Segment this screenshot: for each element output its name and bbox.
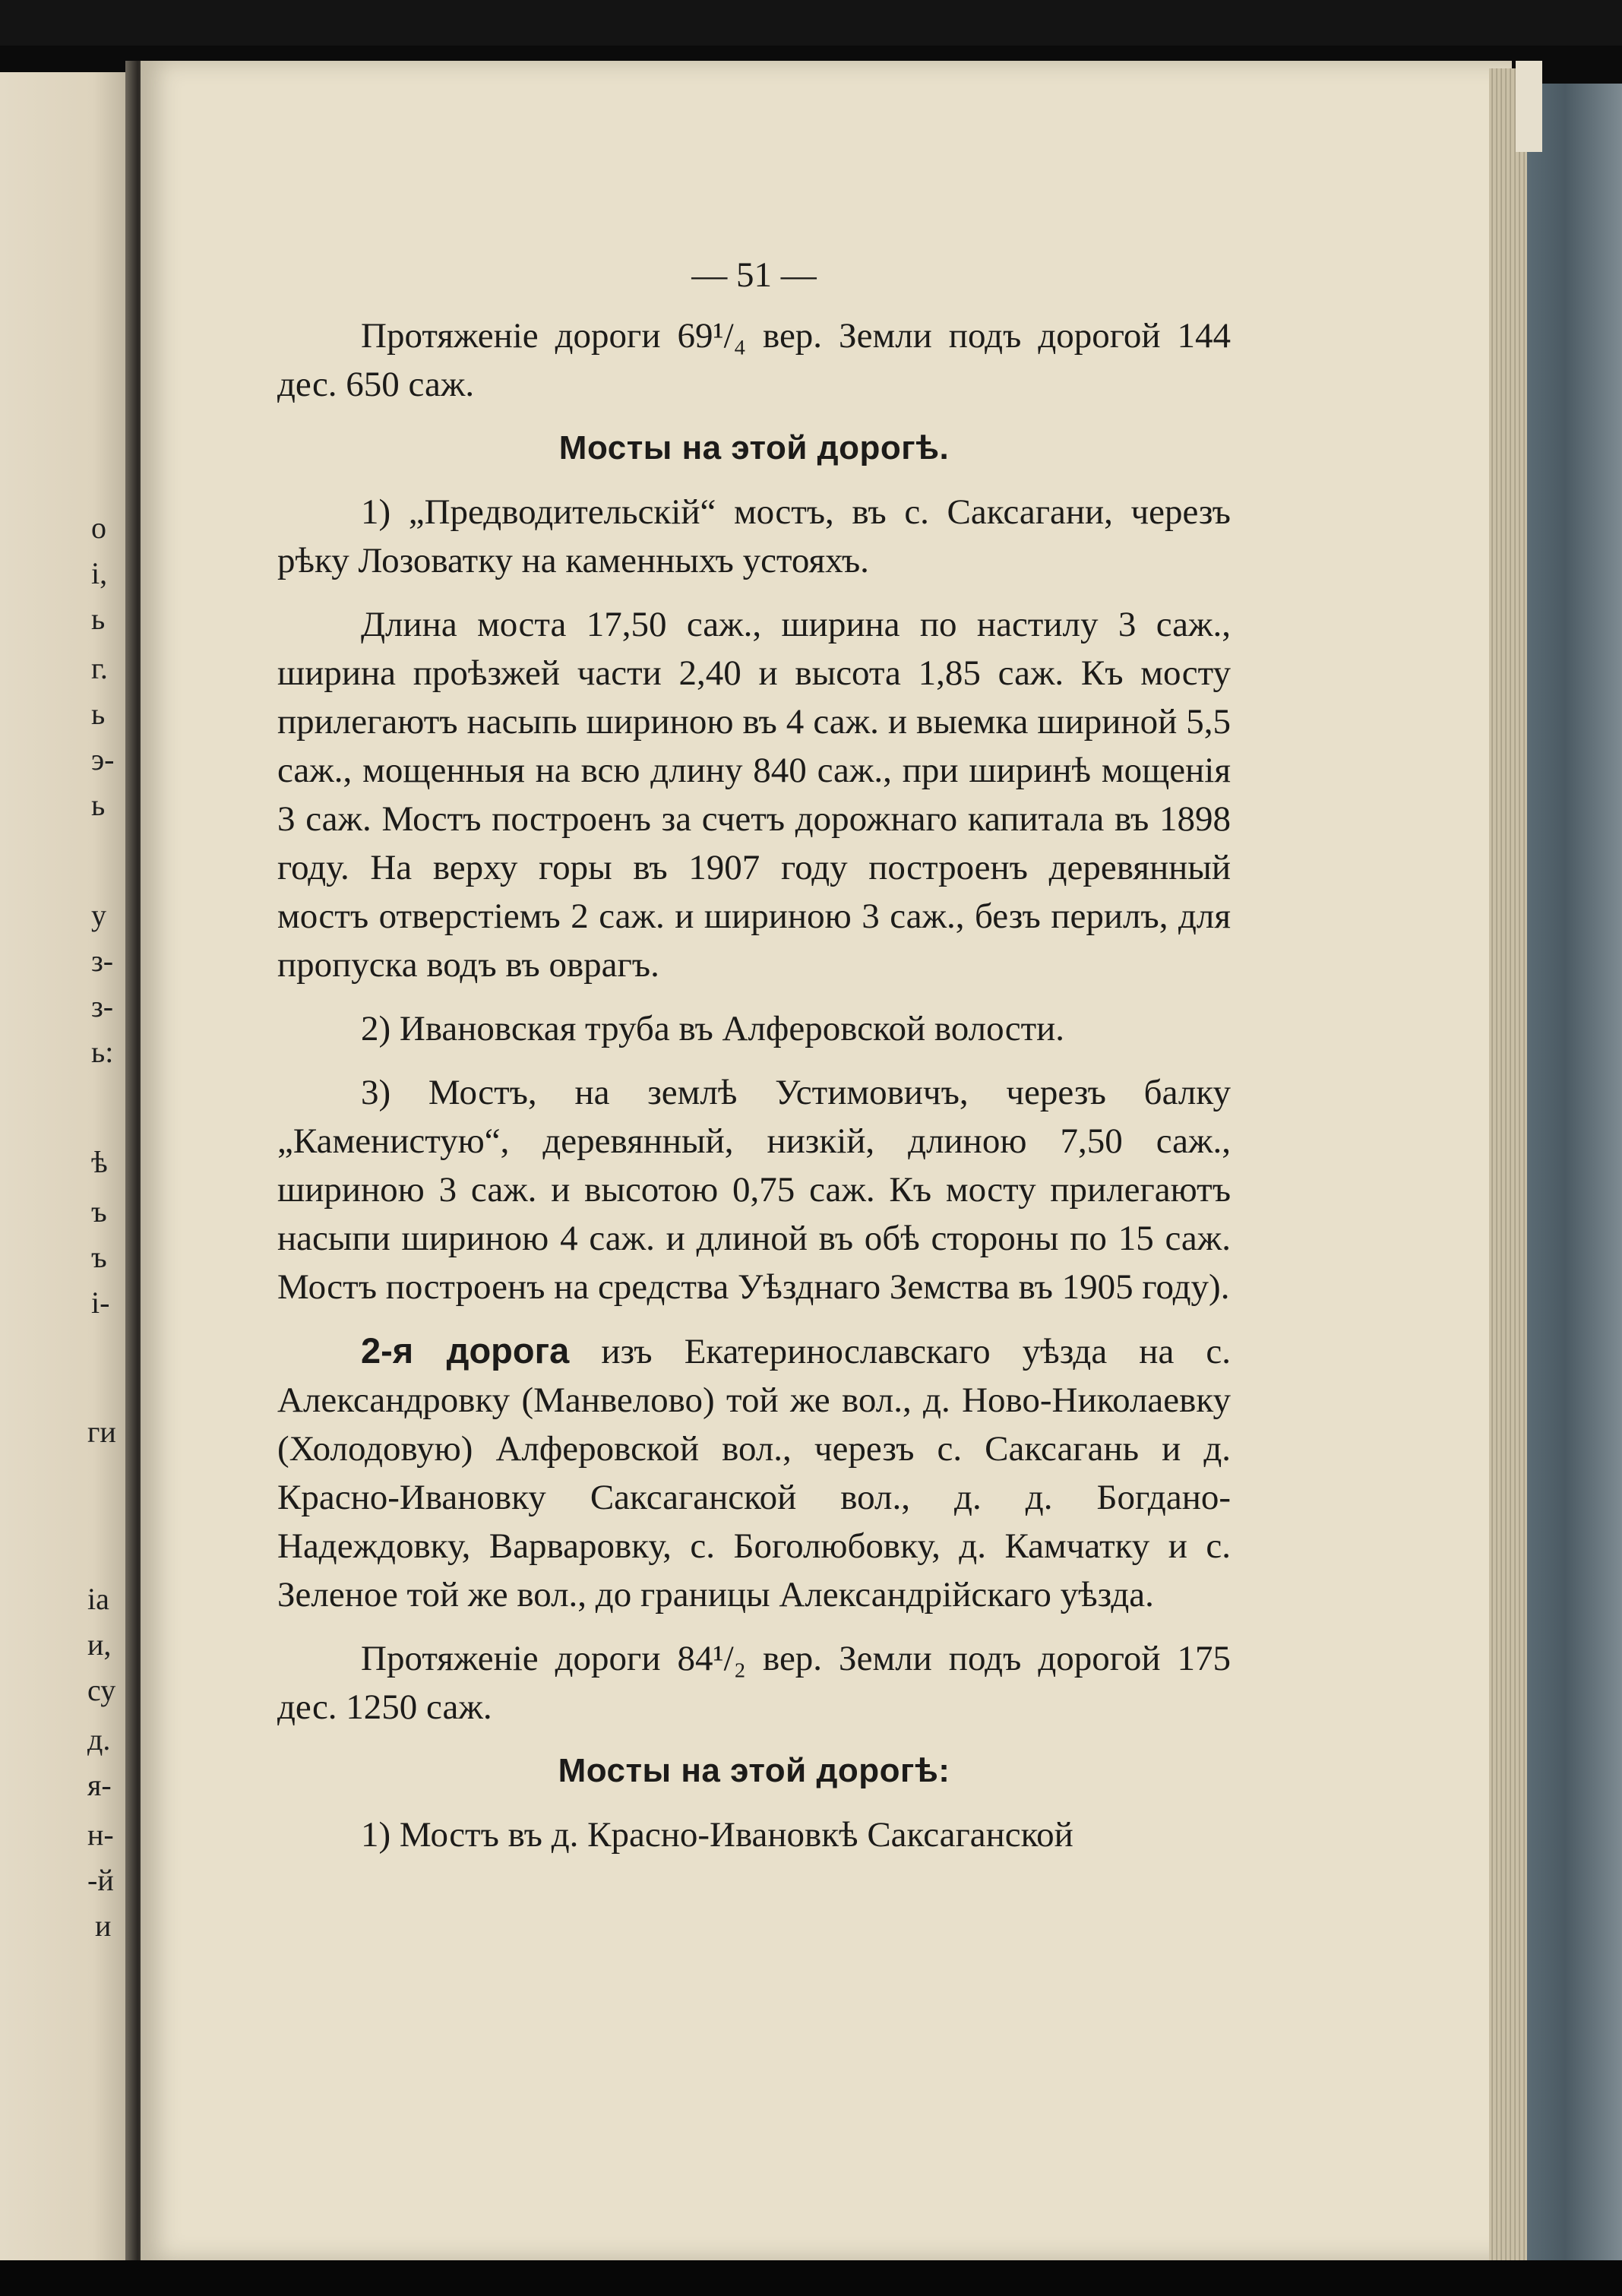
- left-page-fragment: і,: [91, 556, 108, 590]
- left-page-fragment: з-: [91, 944, 114, 978]
- previous-page-edge: [0, 72, 133, 2260]
- paragraph: 1) Мостъ въ д. Красно-Ивановкѣ Саксаганской: [361, 1815, 1073, 1855]
- left-page-fragment: ь:: [91, 1035, 114, 1069]
- left-page-fragment: -й: [87, 1863, 114, 1897]
- left-page-fragment: у: [91, 898, 106, 932]
- paragraph: 2) Ивановская труба въ Алферовской волости.: [361, 1009, 1065, 1048]
- left-page-fragment: и: [95, 1909, 112, 1943]
- left-page-fragment: ь: [91, 697, 106, 731]
- left-page-fragment: ги: [87, 1415, 116, 1449]
- page-edges: [1489, 68, 1531, 2260]
- page-text: [277, 251, 1231, 1874]
- left-page-fragment: і-: [91, 1286, 110, 1320]
- left-page-fragment: ь: [91, 788, 106, 822]
- left-page-fragment: іа: [87, 1582, 109, 1616]
- left-page-fragment: о: [91, 511, 106, 545]
- page-number: — 51 —: [691, 255, 817, 295]
- scan-border-top: [0, 0, 1622, 46]
- left-page-fragment: э-: [91, 742, 115, 776]
- road-heading-inline: 2-я дорога: [361, 1330, 570, 1371]
- left-page-fragment: д.: [87, 1722, 111, 1757]
- paragraph: 1) „Предводительскій“ мостъ, въ с. Саксагани, черезъ рѣку Лозоватку на каменныхъ устояхъ.: [277, 492, 1231, 580]
- section-heading: Мосты на этой дорогѣ.: [558, 429, 950, 466]
- paragraph: 3) Мостъ, на землѣ Устимовичъ, черезъ балку „Каменистую“, деревянный, низкій, длиною 7,50 саж., шириною 3 саж. и высотою 0,75 саж. Къ мосту прилегаютъ насыпи шириною 4 саж. и длиной въ обѣ стороны по 15 саж. Мостъ построенъ на средства Уѣзднаго Земства въ 1905 году).: [277, 1073, 1231, 1307]
- left-page-fragment: ь: [91, 602, 106, 636]
- paragraph: Длина моста 17,50 саж., ширина по настилу 3 саж., ширина проѣзжей части 2,40 и высота 1,85 саж. Къ мосту прилегаютъ насыпь шириною въ 4 саж. и выемка шириной 5,5 саж., мощенныя на всю длину 840 саж., при ширинѣ мощенія 3 саж. Мостъ построенъ за счетъ дорожнаго капитала въ 1898 году. На верху горы въ 1907 году построенъ деревянный мостъ отверстіемъ 2 саж. и шириною 3 саж., безъ перилъ, для пропуска водъ въ оврагъ.: [277, 605, 1231, 985]
- paragraph-text: изъ Екатеринославскаго уѣзда на с. Александровку (Манвелово) той же вол., д. Ново-Николаевку (Холодовую) Алферовской вол., черезъ с. Саксагань и д. Красно-Ивановку Саксаганской вол., д. д. Богдано-Надеждовку, Варваровку, с. Боголюбовку, д. Камчатку и с. Зеленое той же вол., до границы Александрійскаго уѣзда.: [277, 1332, 1232, 1614]
- paragraph: [277, 1327, 1231, 1619]
- section-heading: Мосты на этой дорогѣ:: [558, 1752, 950, 1789]
- paragraph: Протяженіе дороги 69¹/₄ вер. Земли подъ дорогой 144 дес. 650 саж.: [277, 316, 1231, 404]
- paragraph: Протяженіе дороги 84¹/₂ вер. Земли подъ дорогой 175 дес. 1250 саж.: [277, 1639, 1231, 1727]
- left-page-fragment: ъ: [91, 1194, 107, 1229]
- left-page-fragment: и,: [87, 1627, 112, 1662]
- left-page-fragment: з-: [91, 989, 114, 1023]
- left-page-fragment: су: [87, 1673, 116, 1707]
- left-page-fragment: ѣ: [91, 1145, 108, 1179]
- left-page-fragment: ъ: [91, 1240, 107, 1274]
- left-page-fragment: я-: [87, 1768, 112, 1802]
- book-cover: [1527, 84, 1622, 2264]
- scan-border-bottom: [0, 2260, 1622, 2296]
- paper-tab: [1516, 61, 1542, 152]
- left-page-fragment: н-: [87, 1817, 114, 1852]
- left-page-fragment: г.: [91, 651, 108, 685]
